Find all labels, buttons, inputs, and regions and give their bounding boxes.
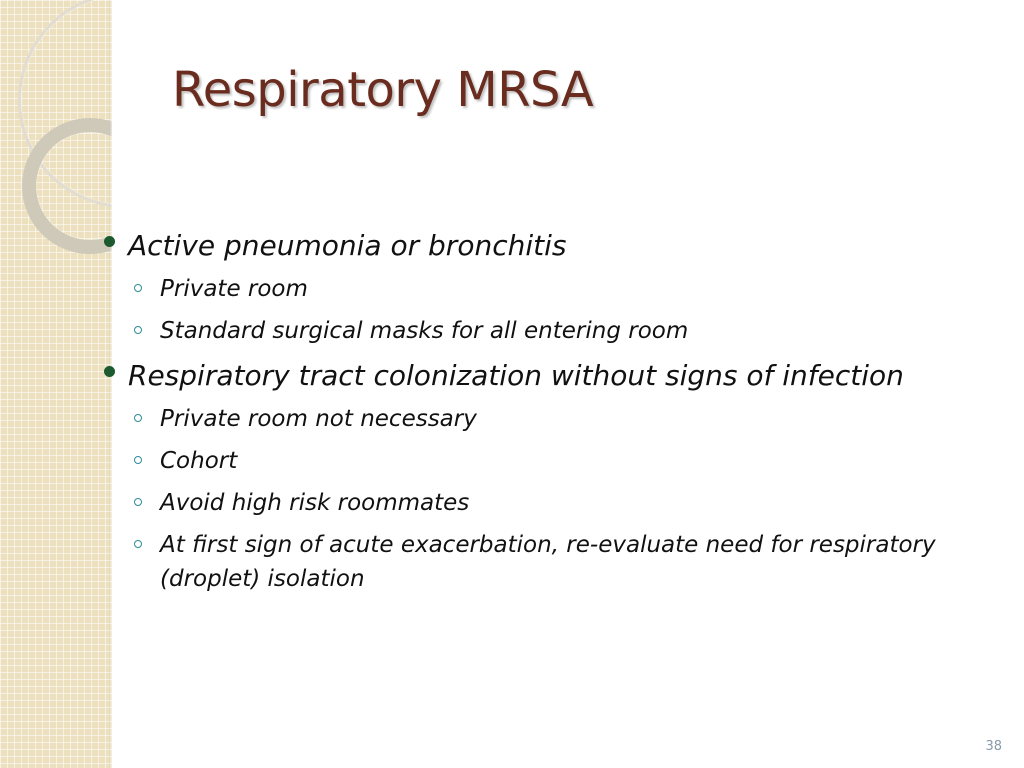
sub-bullet-ring-icon [134, 284, 142, 292]
sub-bullet-item [100, 486, 980, 520]
slide-title: Respiratory MRSA [172, 62, 594, 118]
slide-number: 38 [985, 739, 1002, 754]
bullet-item [100, 226, 980, 266]
bullet-list [100, 226, 980, 604]
sub-bullet-ring-icon [134, 498, 142, 506]
sub-bullet-ring-icon [134, 326, 142, 334]
bullet-dot-icon [104, 366, 115, 377]
bullet-text: Respiratory tract colonization without signs of infection [128, 359, 904, 392]
sub-bullet-text: Cohort [160, 448, 238, 474]
bullet-dot-icon [104, 236, 115, 247]
sub-bullet-item [100, 402, 980, 436]
sub-bullet-item [100, 444, 980, 478]
sub-bullet-text: Standard surgical masks for all entering room [160, 318, 689, 344]
sub-bullet-text: At first sign of acute exacerbation, re-evaluate need for respiratory (droplet) isolation [160, 532, 936, 592]
sub-bullet-item [100, 528, 980, 596]
decorative-side-band [0, 0, 112, 768]
sub-bullet-text: Avoid high risk roommates [160, 490, 470, 516]
sub-bullet-item [100, 314, 980, 348]
sub-bullet-ring-icon [134, 456, 142, 464]
sub-bullet-ring-icon [134, 414, 142, 422]
sub-bullet-text: Private room [160, 276, 308, 302]
sub-bullet-item [100, 272, 980, 306]
sub-bullet-text: Private room not necessary [160, 406, 477, 432]
bullet-item [100, 356, 980, 396]
sub-bullet-ring-icon [134, 540, 142, 548]
bullet-text: Active pneumonia or bronchitis [128, 229, 567, 262]
